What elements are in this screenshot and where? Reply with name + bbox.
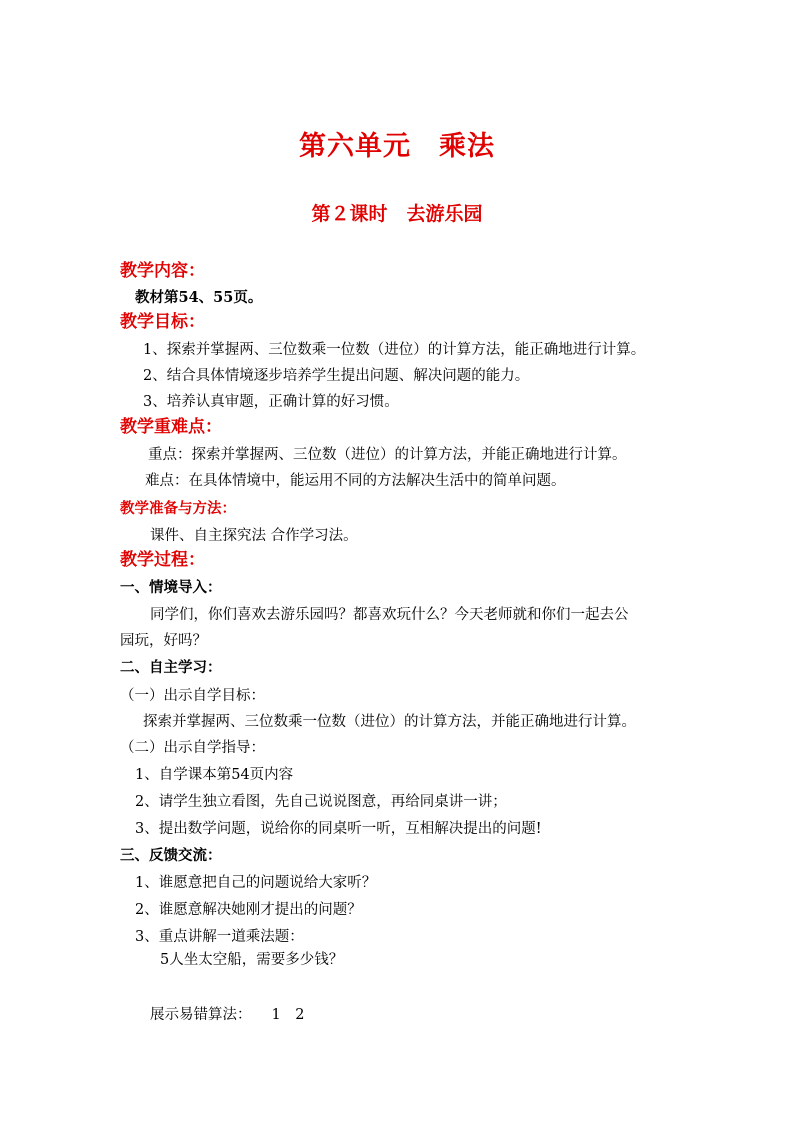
- part3-item-3: 3、重点讲解一道乘法题：: [135, 929, 304, 945]
- part2-sub2: （二）出示自学指导：: [120, 740, 265, 756]
- error-method-row: [150, 1003, 304, 1024]
- part3-item-1: 1、谁愿意把自己的问题说给大家听？: [135, 875, 377, 891]
- part1-line-1: 同学们，你们喜欢去游乐园吗？都喜欢玩什么？今天老师就和你们一起去公: [150, 607, 629, 623]
- prep-heading: 教学准备与方法：: [120, 500, 236, 517]
- goal-item-2: 2、结合具体情境逐步培养学生提出问题、解决问题的能力。: [143, 368, 530, 384]
- goal-item-1: 1、探索并掌握两、三位数乘一位数（进位）的计算方法，能正确地进行计算。: [143, 342, 646, 358]
- key-point: 重点：探索并掌握两、三位数（进位）的计算方法，并能正确地进行计算。: [148, 447, 627, 463]
- difficult-point: 难点：在具体情境中，能运用不同的方法解决生活中的简单问题。: [145, 473, 566, 489]
- part3-question: 5人坐太空船，需要多少钱？: [160, 952, 344, 968]
- part1-line-2: 园玩，好吗？: [120, 633, 207, 649]
- part2-sub1-text: 探索并掌握两、三位数乘一位数（进位）的计算方法，并能正确地进行计算。: [143, 714, 636, 730]
- error-method-label: 展示易错算法：: [150, 1007, 252, 1023]
- prep-text: 课件、自主探究法 合作学习法。: [150, 528, 358, 544]
- content-heading: 教学内容：: [120, 261, 205, 281]
- error-method-digits: 1 2: [271, 1007, 305, 1023]
- part3-item-2: 2、谁愿意解决她刚才提出的问题？: [135, 902, 362, 918]
- part2-step-2: 2、请学生独立看图，先自己说说图意，再给同桌讲一讲；: [135, 794, 507, 810]
- part2-step-3: 3、提出数学问题，说给你的同桌听一听，互相解决提出的问题!: [135, 821, 542, 837]
- part2-heading: 二、自主学习：: [120, 659, 222, 676]
- goal-item-3: 3、培养认真审题，正确计算的好习惯。: [143, 394, 399, 410]
- part3-heading: 三、反馈交流：: [120, 847, 222, 864]
- key-heading: 教学重难点：: [120, 417, 222, 437]
- content-text: 教材第54、55页。: [135, 289, 263, 306]
- page-title: 第六单元 乘法: [299, 131, 495, 162]
- process-heading: 教学过程：: [120, 550, 205, 570]
- lesson-subtitle: 第２课时 去游乐园: [311, 203, 483, 225]
- part1-heading: 一、情境导入：: [120, 579, 222, 596]
- part2-step-1: 1、自学课本第54页内容: [135, 767, 294, 783]
- goals-heading: 教学目标：: [120, 312, 205, 332]
- part2-sub1: （一）出示自学目标：: [120, 688, 265, 704]
